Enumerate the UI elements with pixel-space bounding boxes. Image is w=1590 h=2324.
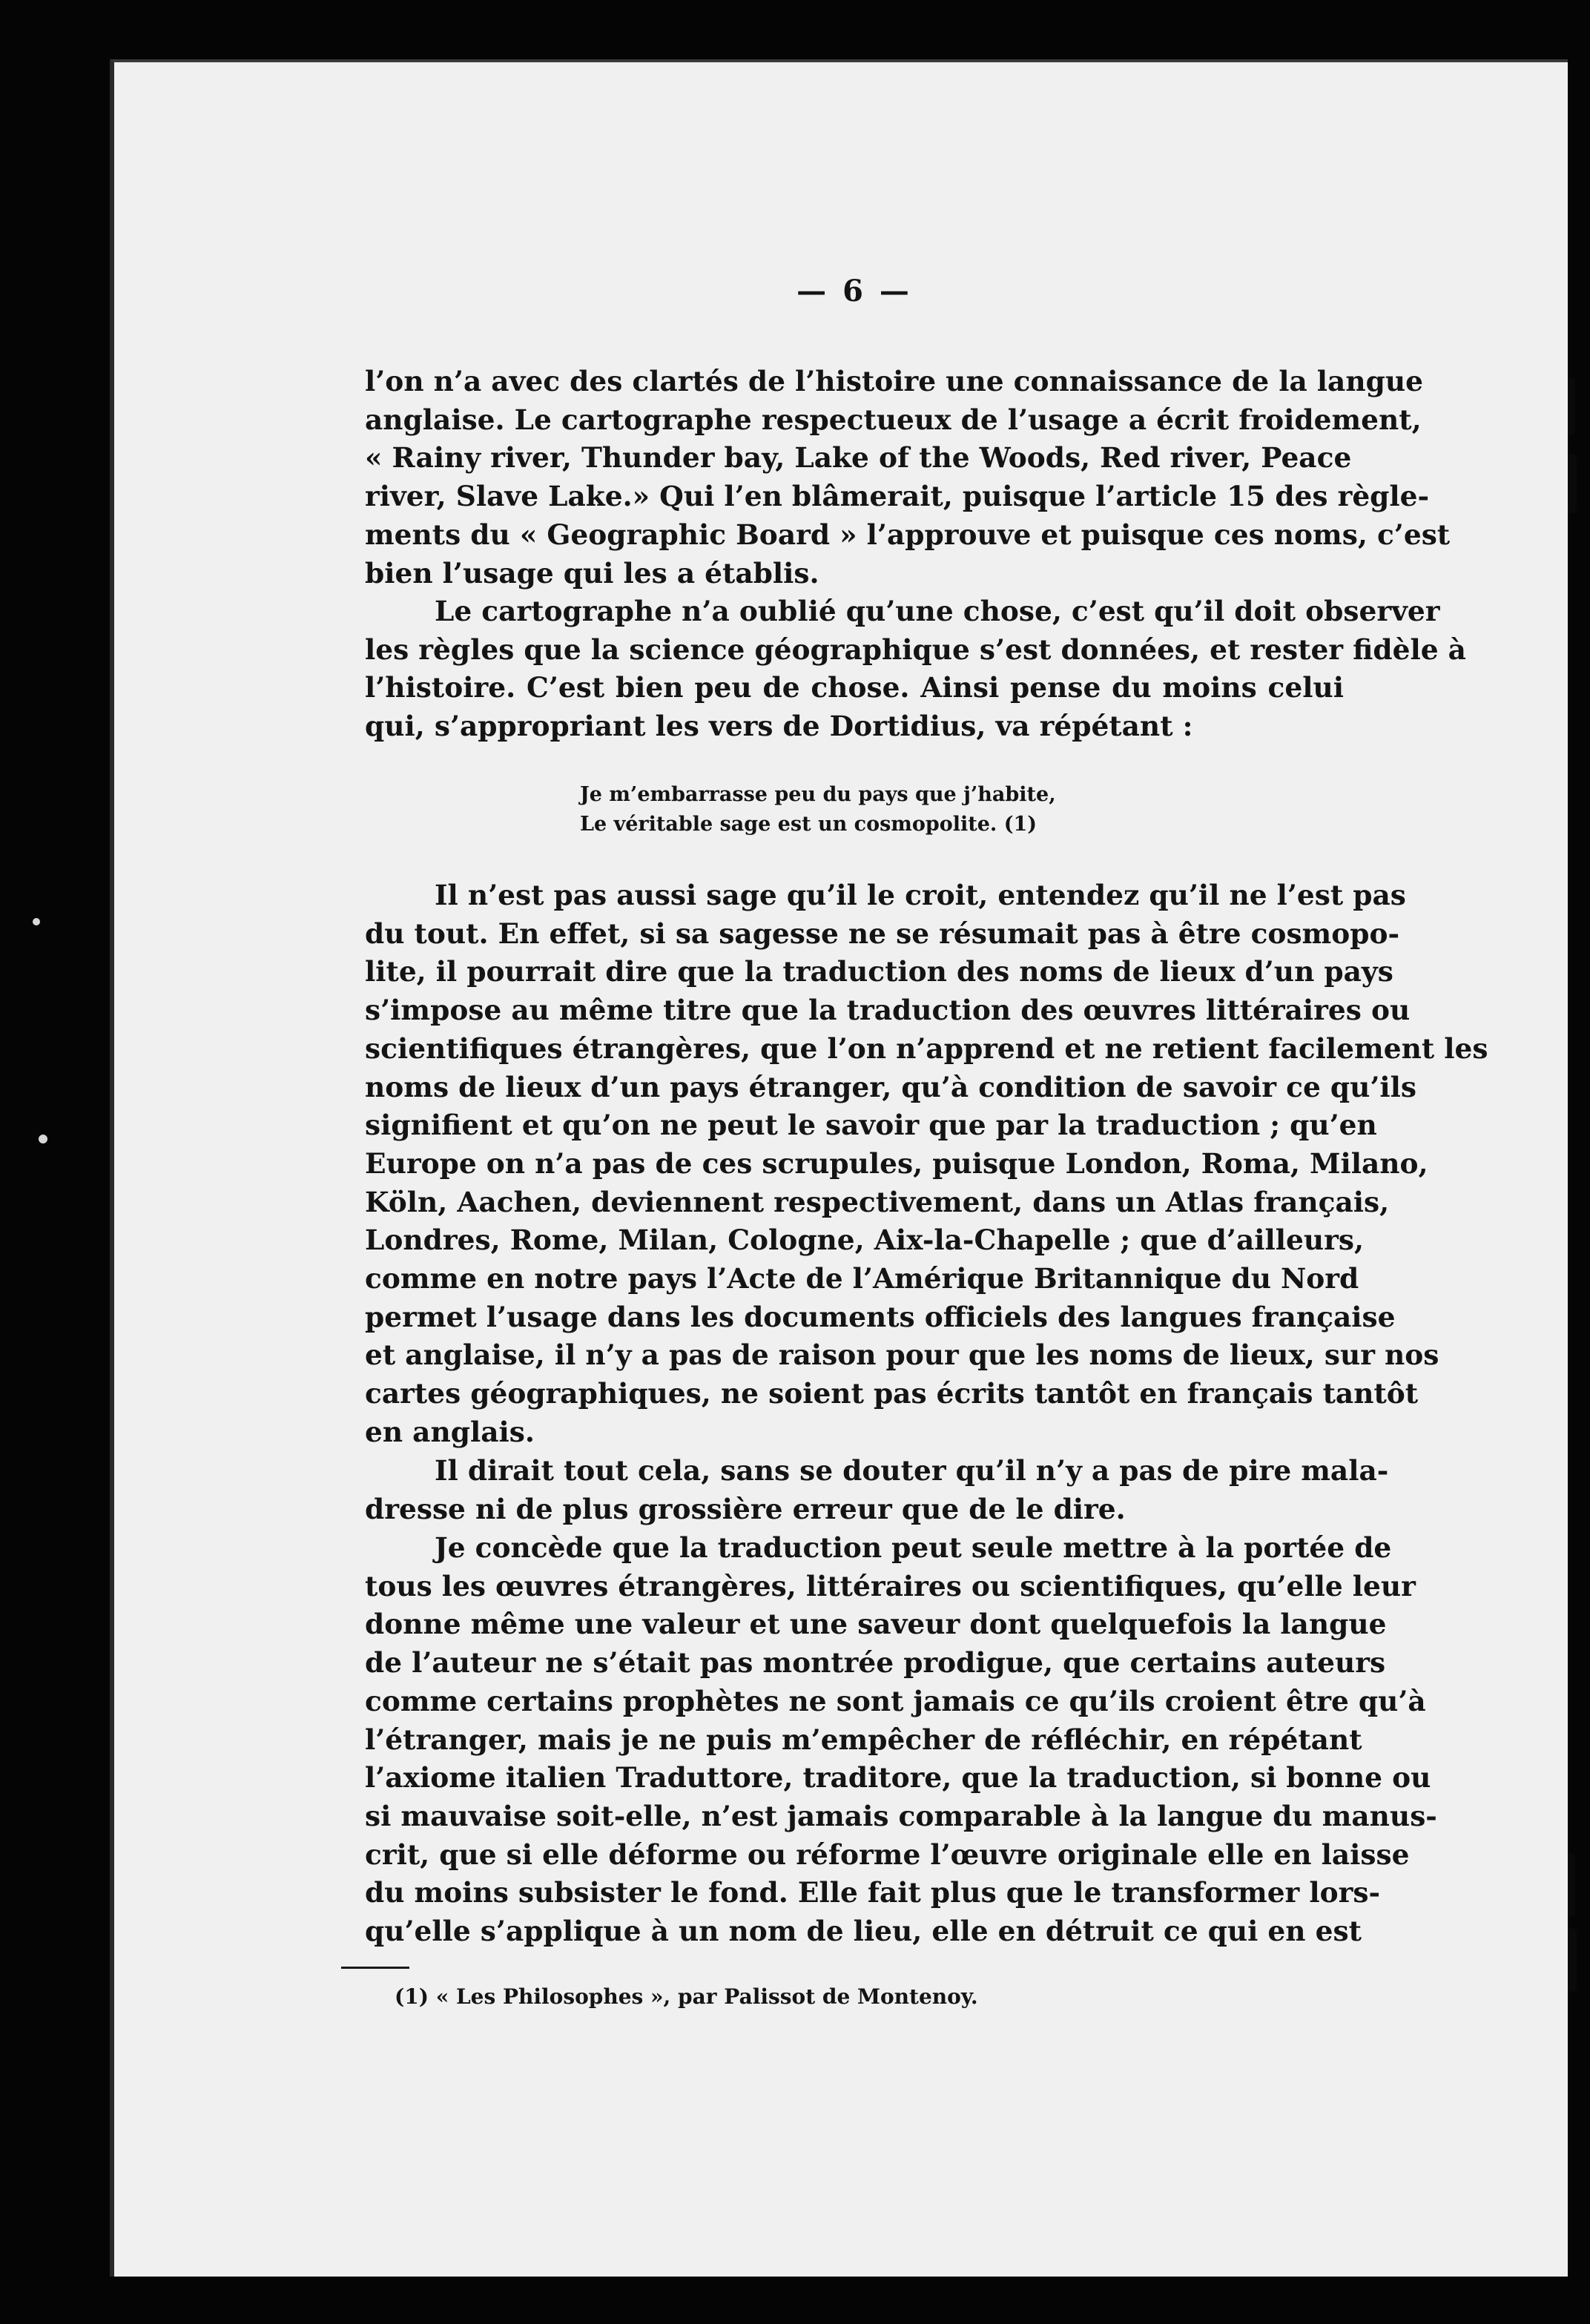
footnote-divider bbox=[341, 1967, 409, 1969]
verse-quote bbox=[580, 780, 1056, 839]
text-line: l’axiome italien Traduttore, traditore, que la traduction, si bonne ou bbox=[365, 1761, 1431, 1795]
text-line: lite, il pourrait dire que la traduction des noms de lieux d’un pays bbox=[365, 955, 1393, 988]
text-line: Il n’est pas aussi sage qu’il le croit, entendez qu’il ne l’est pas bbox=[435, 879, 1406, 911]
text-line: du tout. En effet, si sa sagesse ne se résumait pas à être cosmopo- bbox=[365, 917, 1400, 950]
text-line: river, Slave Lake.» Qui l’en blâmerait, puisque l’article 15 des règle- bbox=[365, 480, 1430, 513]
text-line: anglaise. Le cartographe respectueux de l’usage a écrit froidement, bbox=[365, 403, 1422, 436]
text-line: qu’elle s’applique à un nom de lieu, elle en détruit ce qui en est bbox=[365, 1915, 1362, 1948]
page-number: — 6 — bbox=[796, 274, 912, 308]
text-line: « Rainy river, Thunder bay, Lake of the Woods, Red river, Peace bbox=[365, 441, 1352, 475]
text-line: tous les œuvres étrangères, littéraires ou scientifiques, qu’elle leur bbox=[365, 1569, 1416, 1602]
left-speck-1 bbox=[33, 918, 40, 925]
paragraph-2 bbox=[365, 592, 1466, 746]
text-line: signifient et qu’on ne peut le savoir que par la traduction ; qu’en bbox=[365, 1109, 1377, 1142]
paragraph-4 bbox=[365, 1452, 1389, 1528]
paragraph-1 bbox=[365, 363, 1451, 592]
text-line: Londres, Rome, Milan, Cologne, Aix-la-Chapelle ; que d’ailleurs, bbox=[365, 1224, 1365, 1257]
text-line: cartes géographiques, ne soient pas écrits tantôt en français tantôt bbox=[365, 1377, 1419, 1410]
text-line: Le cartographe n’a oublié qu’une chose, c’est qu’il doit observer bbox=[435, 595, 1440, 627]
verse-line: Le véritable sage est un cosmopolite. (1) bbox=[580, 813, 1038, 836]
text-line: qui, s’appropriant les vers de Dortidius, va répétant : bbox=[365, 710, 1193, 743]
paragraph-3 bbox=[365, 877, 1488, 1452]
text-line: scientifiques étrangères, que l’on n’apprend et ne retient facilement les bbox=[365, 1031, 1488, 1065]
text-line: l’on n’a avec des clartés de l’histoire une connaissance de la langue bbox=[365, 365, 1423, 397]
text-line: dresse ni de plus grossière erreur que de le dire. bbox=[365, 1492, 1126, 1525]
text-line: Il dirait tout cela, sans se douter qu’il n’y a pas de pire mala- bbox=[435, 1454, 1389, 1487]
document-page bbox=[110, 59, 1568, 2277]
text-line: bien l’usage qui les a établis. bbox=[365, 556, 819, 590]
text-line: comme en notre pays l’Acte de l’Amérique Britannique du Nord bbox=[365, 1262, 1359, 1295]
text-line: ments du « Geographic Board » l’approuve et puisque ces noms, c’est bbox=[365, 518, 1451, 551]
text-line: crit, que si elle déforme ou réforme l’œuvre originale elle en laisse bbox=[365, 1838, 1410, 1871]
text-line: comme certains prophètes ne sont jamais ce qu’ils croient être qu’à bbox=[365, 1684, 1426, 1717]
text-line: noms de lieux d’un pays étranger, qu’à condition de savoir ce qu’ils bbox=[365, 1070, 1417, 1103]
text-line: Je concède que la traduction peut seule mettre à la portée de bbox=[435, 1531, 1392, 1564]
text-line: du moins subsister le fond. Elle fait plus que le transformer lors- bbox=[365, 1876, 1381, 1909]
text-line: si mauvaise soit-elle, n’est jamais comparable à la langue du manus- bbox=[365, 1799, 1437, 1832]
text-line: donne même une valeur et une saveur dont quelquefois la langue bbox=[365, 1608, 1387, 1641]
text-line: Köln, Aachen, deviennent respectivement, dans un Atlas français, bbox=[365, 1185, 1390, 1218]
text-line: permet l’usage dans les documents officiels des langues française bbox=[365, 1300, 1396, 1333]
paragraph-5 bbox=[365, 1529, 1437, 1951]
text-line: les règles que la science géographique s’est données, et rester fidèle à bbox=[365, 633, 1466, 666]
text-line: s’impose au même titre que la traduction des œuvres littéraires ou bbox=[365, 994, 1411, 1027]
verse-line: Je m’embarrasse peu du pays que j’habite, bbox=[580, 783, 1056, 806]
text-line: l’histoire. C’est bien peu de chose. Ainsi pense du moins celui bbox=[365, 671, 1344, 704]
text-line: et anglaise, il n’y a pas de raison pour que les noms de lieux, sur nos bbox=[365, 1338, 1439, 1372]
footnote: (1) « Les Philosophes », par Palissot de Montenoy. bbox=[395, 1984, 978, 2009]
text-line: Europe on n’a pas de ces scrupules, puisque London, Roma, Milano, bbox=[365, 1146, 1428, 1180]
text-line: en anglais. bbox=[365, 1415, 535, 1448]
left-speck-2 bbox=[39, 1135, 47, 1143]
text-line: l’étranger, mais je ne puis m’empêcher de réfléchir, en répétant bbox=[365, 1723, 1362, 1756]
text-line: de l’auteur ne s’était pas montrée prodigue, que certains auteurs bbox=[365, 1646, 1386, 1680]
